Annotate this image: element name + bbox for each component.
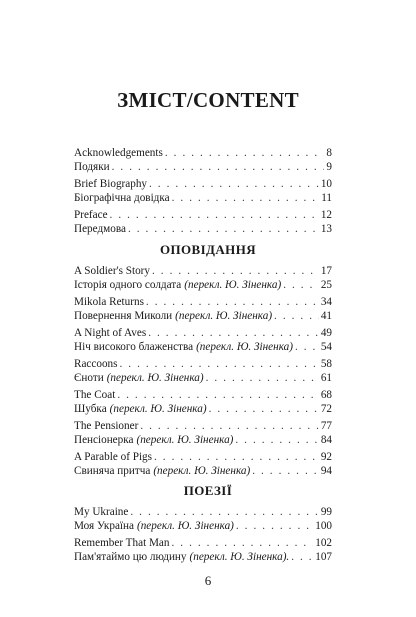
toc-entry-translator-note: (перекл. Ю. Зіненка) <box>109 403 207 415</box>
toc-entry-page: 25 <box>320 279 332 291</box>
toc-entry-translator-note: (перекл. Ю. Зіненка) <box>175 310 273 322</box>
toc-entry <box>74 357 332 371</box>
toc-entry-title: Біографічна довідка <box>74 192 170 204</box>
toc-dot-leader <box>146 295 319 309</box>
toc-entry <box>74 160 332 174</box>
toc-entry-title: Пенсіонерка <box>74 434 134 446</box>
toc-entry <box>74 191 332 205</box>
toc-entry-title: The Coat <box>74 389 116 401</box>
toc-entry-page: 54 <box>320 341 332 353</box>
toc-entry-page: 61 <box>320 372 332 384</box>
toc-entry-title: A Night of Aves <box>74 327 147 339</box>
toc-entry-page: 100 <box>315 520 332 532</box>
toc-entry-page: 34 <box>320 296 332 308</box>
toc-entry <box>74 464 332 478</box>
toc-entry-translator-note: (перекл. Ю. Зіненка) <box>136 434 234 446</box>
toc-entry <box>74 264 332 278</box>
toc-entry <box>74 550 332 564</box>
toc-dot-leader <box>206 371 319 385</box>
toc-entry-title: Історія одного солдата <box>74 279 182 291</box>
toc-entry-page: 72 <box>320 403 332 415</box>
toc-entry-title: My Ukraine <box>74 506 129 518</box>
toc-entry-title: Brief Biography <box>74 178 148 190</box>
toc-entry-title: The Pensioner <box>74 420 139 432</box>
section-heading-stories: ОПОВІДАННЯ <box>159 242 256 257</box>
toc-entry <box>74 450 332 464</box>
toc-dot-leader <box>274 309 319 323</box>
page-number: 6 <box>204 573 212 588</box>
toc-entry-title: Шубка <box>74 403 107 415</box>
toc-entry-title: Передмова <box>74 223 126 235</box>
toc-entry-translator-note: (перекл. Ю. Зіненка) <box>196 341 293 353</box>
toc-dot-leader <box>291 550 313 564</box>
toc-entry-translator-note: (перекл. Ю. Зіненка) <box>184 279 282 291</box>
toc-entry-title: A Parable of Pigs <box>74 451 152 463</box>
toc-dot-leader <box>252 464 319 478</box>
toc-entry-page: 10 <box>320 178 332 190</box>
toc-entry-page: 12 <box>320 209 332 221</box>
toc-entry-title: Remember That Man <box>74 537 170 549</box>
toc-entry-page: 41 <box>320 310 332 322</box>
toc-entry-page: 92 <box>320 451 332 463</box>
toc-dot-leader <box>128 222 319 236</box>
toc-entry-translator-note: (перекл. Ю. Зіненка) <box>153 465 251 477</box>
toc-dot-leader <box>110 208 319 222</box>
toc-entry-translator-note: (перекл. Ю. Зіненка) <box>106 372 204 384</box>
toc-entry-page: 17 <box>320 265 332 277</box>
toc-entry <box>74 208 332 222</box>
toc-dot-leader <box>209 402 319 416</box>
toc-dot-leader <box>152 264 319 278</box>
toc-dot-leader <box>171 536 313 550</box>
toc-dot-leader <box>235 433 318 447</box>
toc-entry <box>74 536 332 550</box>
toc-dot-leader <box>165 146 325 160</box>
toc-entry-page: 99 <box>320 506 332 518</box>
toc-dot-leader <box>236 519 313 533</box>
toc-dot-leader <box>112 160 325 174</box>
toc-dot-leader <box>283 278 319 292</box>
toc-entry-translator-note: (перекл. Ю. Зіненка). <box>189 551 290 563</box>
toc-entry-translator-note: (перекл. Ю. Зіненка) <box>136 520 234 532</box>
toc-dot-leader <box>172 191 320 205</box>
toc-entry-page: 94 <box>320 465 332 477</box>
toc-entry-title: Повернення Миколи <box>74 310 173 322</box>
toc-dot-leader <box>154 450 319 464</box>
toc-entry-title: Пам'ятаймо цю людину <box>74 551 187 563</box>
toc-dot-leader <box>149 177 319 191</box>
toc-entry <box>74 146 332 160</box>
toc-entry-title: Preface <box>74 209 108 221</box>
toc-entry <box>74 326 332 340</box>
toc-entry <box>74 295 332 309</box>
toc-entry-page: 8 <box>326 147 332 159</box>
toc-entry-title: A Soldier's Story <box>74 265 150 277</box>
toc-entry-page: 49 <box>320 327 332 339</box>
toc-entry-page: 102 <box>315 537 332 549</box>
toc-dot-leader <box>130 505 318 519</box>
toc-entry-page: 9 <box>326 161 332 173</box>
toc-entry <box>74 388 332 402</box>
toc-entry-title: Моя Україна <box>74 520 134 532</box>
toc-entry <box>74 505 332 519</box>
toc-entry-title: Свиняча притча <box>74 465 151 477</box>
toc-entry-title: Ніч високого блаженства <box>74 341 194 353</box>
toc-entry-page: 107 <box>315 551 332 563</box>
toc-entry-page: 11 <box>321 192 332 204</box>
toc-entry <box>74 177 332 191</box>
toc-entry-title: Raccoons <box>74 358 118 370</box>
toc-dot-leader <box>120 357 319 371</box>
toc-dot-leader <box>140 419 319 433</box>
toc-entry-page: 84 <box>320 434 332 446</box>
toc-entry-page: 13 <box>320 223 332 235</box>
section-heading-poems: ПОЕЗІЇ <box>183 483 233 498</box>
toc-entry <box>74 340 332 354</box>
toc-entry <box>74 419 332 433</box>
toc-dot-leader <box>295 340 319 354</box>
toc-entry <box>74 433 332 447</box>
toc-entry <box>74 222 332 236</box>
toc-dot-leader <box>148 326 319 340</box>
toc-entry <box>74 519 332 533</box>
toc-entry-title: Єноти <box>74 372 104 384</box>
page-title: ЗМІСТ/CONTENT <box>117 88 299 112</box>
toc-entry <box>74 309 332 323</box>
toc-entry-page: 68 <box>320 389 332 401</box>
toc-entry-title: Подяки <box>74 161 110 173</box>
toc-dot-leader <box>117 388 318 402</box>
toc-entry-page: 58 <box>320 358 332 370</box>
toc-entry-title: Mikola Returns <box>74 296 144 308</box>
toc-entry-page: 77 <box>320 420 332 432</box>
toc-entry <box>74 402 332 416</box>
toc-entry <box>74 278 332 292</box>
toc-entry-title: Acknowledgements <box>74 147 163 159</box>
toc-entry <box>74 371 332 385</box>
